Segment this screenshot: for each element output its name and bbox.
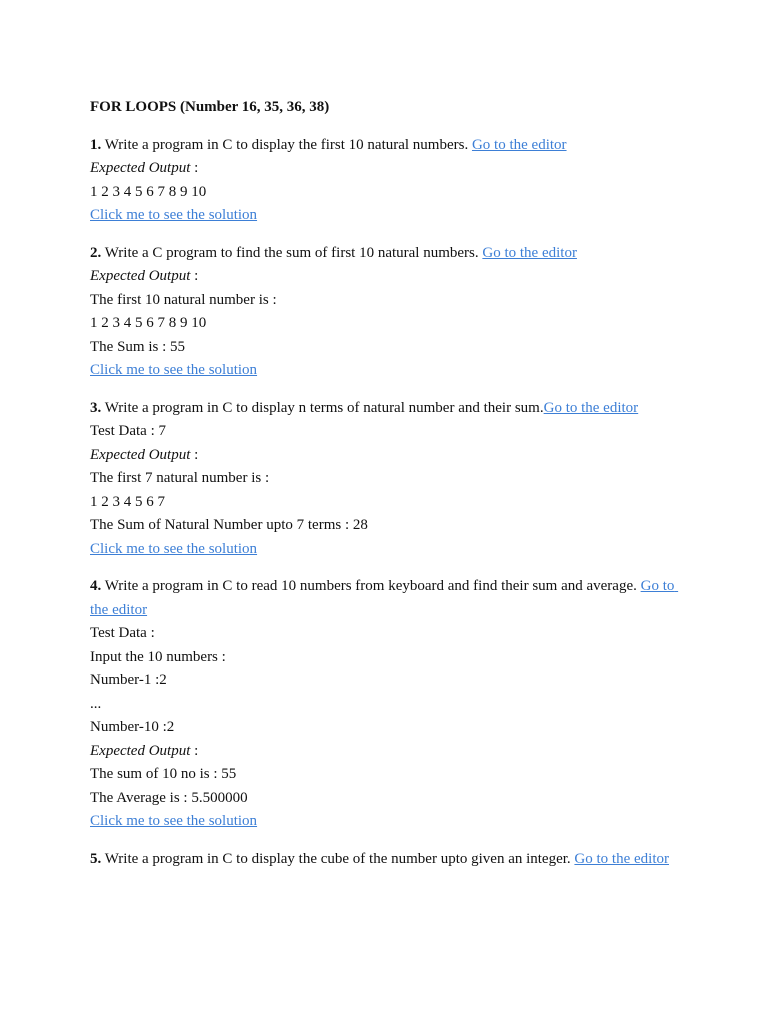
expected-output-label: Expected Output <box>90 742 191 759</box>
output-line: The Average is : 5.500000 <box>90 789 248 806</box>
exercise-question <box>90 848 690 872</box>
test-data-line: Test Data : 7 <box>90 423 167 439</box>
test-data-line: Input the 10 numbers : <box>90 648 226 665</box>
document-page <box>90 96 690 885</box>
go-to-editor-link[interactable]: Go to the editor <box>574 850 669 867</box>
exercise-question <box>90 242 690 266</box>
go-to-editor-link[interactable]: Go to the editor <box>471 136 567 153</box>
question-text: Write a program in C to read 10 numbers from keyboard and find their sum and average. <box>101 578 641 594</box>
question-text: Write a program in C to display the cube of the number upto given an integer. <box>101 850 575 867</box>
go-to-editor-link[interactable]: Go to the editor <box>90 578 679 618</box>
exercise-3 <box>90 397 690 562</box>
output-line: The first 10 natural number is : <box>90 291 277 308</box>
exercise-number: 5. <box>90 850 102 867</box>
expected-output-line: Expected Output : <box>90 160 199 176</box>
exercise-number: 1. <box>90 136 102 153</box>
test-data-line: ... <box>90 695 102 712</box>
see-solution-link[interactable]: Click me to see the solution <box>90 813 258 829</box>
output-line: The sum of 10 no is : 55 <box>90 766 237 782</box>
test-data-line: Number-1 :2 <box>90 672 167 688</box>
exercise-question <box>90 575 690 622</box>
solution-line <box>90 204 690 228</box>
solution-line <box>90 538 690 562</box>
exercise-question <box>90 397 690 421</box>
output-line: 1 2 3 4 5 6 7 8 9 10 <box>90 315 207 331</box>
output-line: The Sum is : 55 <box>90 338 186 355</box>
exercise-4 <box>90 575 690 834</box>
go-to-editor-link[interactable]: Go to the editor <box>543 399 639 416</box>
question-text: Write a program in C to display n terms of natural number and their sum. <box>101 399 544 416</box>
exercise-5 <box>90 848 690 872</box>
expected-output-label: Expected Output <box>90 446 191 463</box>
solution-line <box>90 810 690 834</box>
expected-output-line: Expected Output : <box>90 446 199 463</box>
expected-output-label: Expected Output <box>90 268 191 284</box>
exercise-question <box>90 134 690 158</box>
expected-output-label: Expected Output <box>90 160 191 176</box>
output-line: 1 2 3 4 5 6 7 8 9 10 <box>90 183 207 200</box>
output-line: The first 7 natural number is : <box>90 470 270 486</box>
solution-line <box>90 359 690 383</box>
see-solution-link[interactable]: Click me to see the solution <box>90 207 258 223</box>
output-line: The Sum of Natural Number upto 7 terms : 28 <box>90 517 368 533</box>
expected-output-line: Expected Output : <box>90 268 199 284</box>
exercise-2 <box>90 242 690 383</box>
question-text: Write a C program to find the sum of first 10 natural numbers. <box>101 244 483 261</box>
page-title: FOR LOOPS (Number 16, 35, 36, 38) <box>90 99 330 115</box>
test-data-line: Number-10 :2 <box>90 719 175 735</box>
go-to-editor-link[interactable]: Go to the editor <box>482 244 577 261</box>
exercise-1 <box>90 134 690 228</box>
output-line: 1 2 3 4 5 6 7 <box>90 493 165 510</box>
see-solution-link[interactable]: Click me to see the solution <box>90 540 258 557</box>
test-data-line: Test Data : <box>90 625 155 641</box>
exercise-number: 2. <box>90 244 102 261</box>
question-text: Write a program in C to display the first 10 natural numbers. <box>101 136 472 153</box>
see-solution-link[interactable]: Click me to see the solution <box>90 362 258 378</box>
exercise-number: 3. <box>90 399 102 416</box>
exercise-number: 4. <box>90 578 102 594</box>
expected-output-line: Expected Output : <box>90 742 199 759</box>
